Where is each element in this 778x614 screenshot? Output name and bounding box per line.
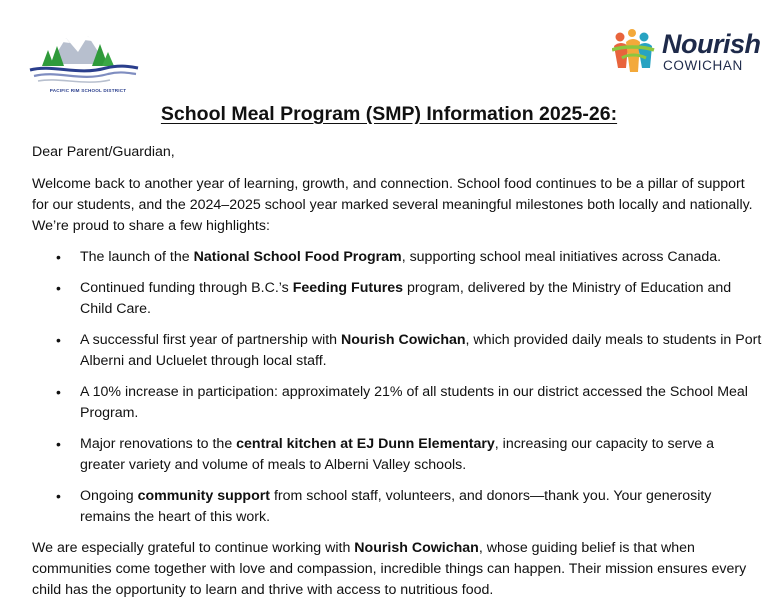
page-title: School Meal Program (SMP) Information 2025-26:: [160, 103, 618, 125]
intro-paragraph: Welcome back to another year of learning, growth, and connection. School food continues to be a pillar of support for our students, and the 2024–2025 school year marked several meaningful milestones both locally and nationally. We’re proud to share a few highlights:: [32, 176, 753, 234]
list-item: • Ongoing community support from school staff, volunteers, and donors—thank you. Your generosity remains the heart of this work.: [32, 486, 762, 528]
district-name-label: PACIFIC RIM SCHOOL DISTRICT: [49, 88, 127, 93]
list-item: • The launch of the National School Food Program, supporting school meal initiatives across Canada.: [32, 247, 762, 268]
district-logo: [28, 28, 140, 96]
list-item: • A 10% increase in participation: approximately 21% of all students in our district accessed the School Meal Program.: [32, 382, 762, 424]
greeting-line: Dear Parent/Guardian,: [32, 144, 175, 160]
list-item: • Major renovations to the central kitchen at EJ Dunn Elementary, increasing our capacity to serve a greater variety and volume of meals to Alberni Valley schools.: [32, 434, 762, 476]
closing-paragraph: We are especially grateful to continue working with Nourish Cowichan, whose guiding belief is that when communities come together with love and compassion, incredible things can happen. Their mission ensures every child has the opportunity to learn and thrive with access to nutritious food.: [32, 540, 747, 598]
nourish-logo-text: Nourish: [662, 29, 761, 59]
family-figures-icon: [612, 28, 660, 74]
letter-body: [32, 142, 762, 601]
district-logo-mountains-icon: [28, 28, 140, 88]
list-item: • Continued funding through B.C.’s Feeding Futures program, delivered by the Ministry of Education and Child Care.: [32, 278, 762, 320]
cowichan-logo-text: COWICHAN: [663, 58, 743, 73]
list-item: • A successful first year of partnership with Nourish Cowichan, which provided daily meals to students in Port Alberni and Ucluelet through local staff.: [32, 330, 762, 372]
nourish-cowichan-logo: [612, 28, 761, 76]
highlights-list: [32, 247, 762, 528]
